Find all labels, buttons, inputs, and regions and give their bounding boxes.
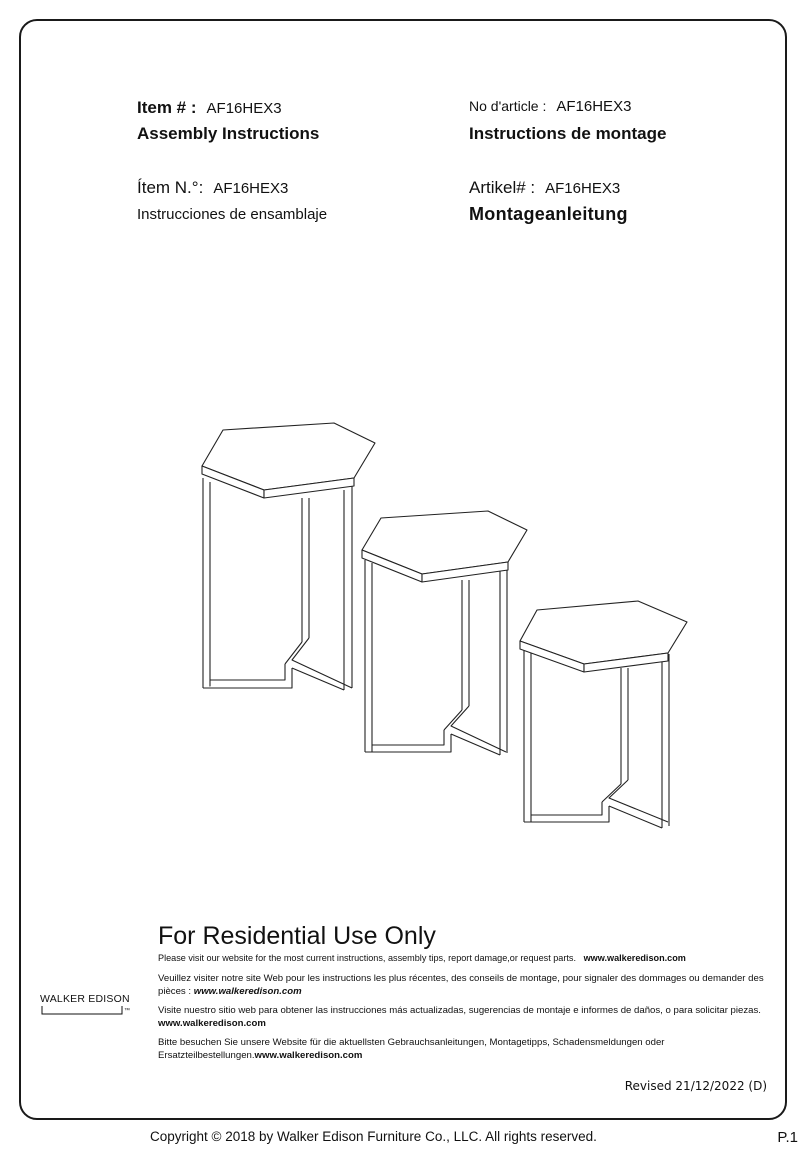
notice-fr-url[interactable]: www.walkeredison.com (193, 985, 302, 997)
article-value: AF16HEX3 (556, 98, 632, 115)
walker-edison-logo (40, 993, 140, 1021)
logo-tm: ™ (124, 1008, 130, 1014)
notice-fr (158, 973, 768, 998)
item-number-fr (469, 98, 631, 115)
item-es-label: Ítem N.°: (137, 178, 204, 197)
item-number-de (469, 178, 620, 198)
assembly-instructions-fr: Instructions de montage (469, 124, 667, 143)
copyright-notice: Copyright © 2018 by Walker Edison Furniture Co., LLC. All rights reserved. (150, 1129, 597, 1144)
notice-de (158, 1037, 768, 1062)
product-illustration (190, 418, 690, 838)
artikel-label: Artikel# : (469, 178, 536, 197)
item-es-value: AF16HEX3 (213, 180, 289, 197)
notice-de-url[interactable]: www.walkeredison.com (254, 1049, 363, 1061)
table-large (202, 423, 375, 690)
logo-text: WALKER EDISON (40, 993, 130, 1005)
residential-use-title: For Residential Use Only (158, 922, 436, 950)
notice-en-text: Please visit our website for the most current instructions, assembly tips, report damage,or request parts. (158, 953, 576, 963)
notice-es (158, 1005, 768, 1030)
table-medium (362, 511, 527, 755)
assembly-instructions-de: Montageanleitung (469, 204, 628, 224)
assembly-instructions-es: Instrucciones de ensamblaje (137, 206, 328, 223)
notice-de-text: Bitte besuchen Sie unsere Website für die aktuellsten Gebrauchsanleitungen, Montagetipps, Schadensmeldungen oder Ersatzteilbestellungen. (158, 1037, 665, 1061)
article-label: No d'article : (469, 98, 547, 114)
artikel-value: AF16HEX3 (545, 180, 621, 197)
notice-fr-text: Veuillez visiter notre site Web pour les instructions les plus récentes, des conseils de montage, pour signaler des dommages ou demander des pièces : (158, 973, 764, 997)
notice-en-url[interactable]: www.walkeredison.com (583, 953, 686, 963)
table-small (520, 601, 687, 828)
item-number-en (137, 98, 282, 118)
notice-es-url[interactable]: www.walkeredison.com (158, 1017, 266, 1029)
item-value: AF16HEX3 (206, 100, 282, 117)
notice-es-text: Visite nuestro sitio web para obtener las instrucciones más actualizadas, sugerencias de montaje e informes de daños, o para solicitar piezas. (158, 1005, 761, 1016)
notice-en (158, 952, 768, 965)
revision-date: Revised 21/12/2022 (D) (624, 1079, 767, 1093)
item-number-es (137, 178, 288, 198)
item-label: Item # : (137, 98, 197, 117)
page-number: P.1 (777, 1129, 798, 1146)
assembly-instructions-en: Assembly Instructions (137, 124, 320, 143)
